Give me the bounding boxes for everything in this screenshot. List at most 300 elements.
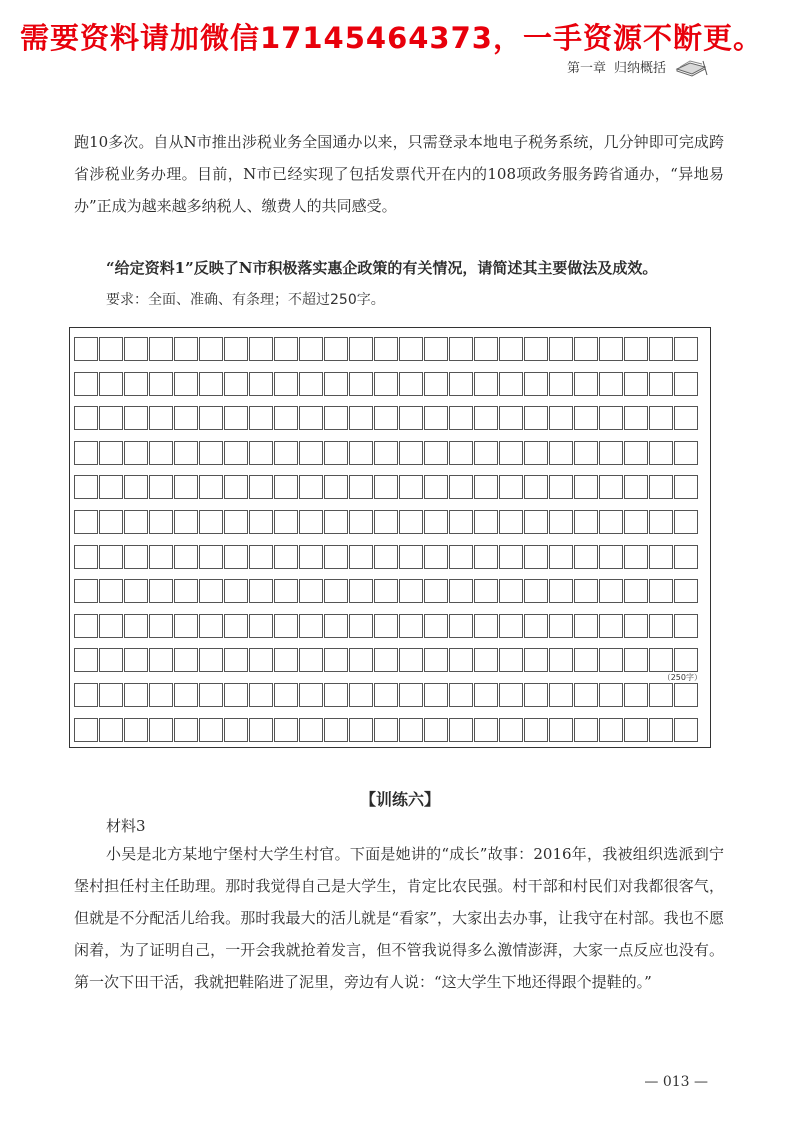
- grid-cell[interactable]: [174, 475, 198, 499]
- grid-cell[interactable]: [124, 441, 148, 465]
- grid-cell[interactable]: [399, 337, 423, 361]
- grid-cell[interactable]: [599, 406, 623, 430]
- grid-cell[interactable]: [374, 475, 398, 499]
- grid-cell[interactable]: [199, 718, 223, 742]
- grid-cell[interactable]: [174, 406, 198, 430]
- grid-cell[interactable]: [149, 545, 173, 569]
- grid-cell[interactable]: [374, 510, 398, 534]
- grid-cell[interactable]: [174, 614, 198, 638]
- grid-cell[interactable]: [424, 718, 448, 742]
- grid-cell[interactable]: [574, 648, 598, 672]
- grid-cell[interactable]: [599, 337, 623, 361]
- grid-cell[interactable]: [399, 579, 423, 603]
- grid-cell[interactable]: [274, 683, 298, 707]
- grid-cell[interactable]: [549, 510, 573, 534]
- grid-cell[interactable]: [449, 683, 473, 707]
- grid-cell[interactable]: [499, 718, 523, 742]
- grid-cell[interactable]: [274, 545, 298, 569]
- grid-cell[interactable]: [74, 406, 98, 430]
- grid-cell[interactable]: [124, 683, 148, 707]
- grid-cell[interactable]: [624, 372, 648, 396]
- grid-cell[interactable]: [199, 337, 223, 361]
- grid-cell[interactable]: [99, 683, 123, 707]
- grid-cell[interactable]: [624, 579, 648, 603]
- grid-cell[interactable]: [524, 648, 548, 672]
- grid-cell[interactable]: [624, 718, 648, 742]
- grid-cell[interactable]: [649, 510, 673, 534]
- grid-cell[interactable]: [349, 648, 373, 672]
- grid-cell[interactable]: [124, 510, 148, 534]
- grid-cell[interactable]: [574, 441, 598, 465]
- grid-cell[interactable]: [499, 372, 523, 396]
- grid-cell[interactable]: [199, 614, 223, 638]
- grid-cell[interactable]: [549, 545, 573, 569]
- grid-cell[interactable]: [299, 510, 323, 534]
- grid-cell[interactable]: [249, 441, 273, 465]
- grid-cell[interactable]: [549, 372, 573, 396]
- grid-cell[interactable]: [149, 441, 173, 465]
- grid-cell[interactable]: [649, 614, 673, 638]
- grid-cell[interactable]: [299, 718, 323, 742]
- grid-cell[interactable]: [99, 337, 123, 361]
- grid-cell[interactable]: [474, 510, 498, 534]
- grid-cell[interactable]: [649, 648, 673, 672]
- grid-cell[interactable]: [399, 510, 423, 534]
- grid-cell[interactable]: [224, 545, 248, 569]
- grid-cell[interactable]: [74, 337, 98, 361]
- grid-cell[interactable]: [374, 441, 398, 465]
- grid-cell[interactable]: [649, 683, 673, 707]
- grid-cell[interactable]: [199, 372, 223, 396]
- grid-cell[interactable]: [199, 683, 223, 707]
- grid-cell[interactable]: [649, 372, 673, 396]
- grid-cell[interactable]: [274, 579, 298, 603]
- grid-cell[interactable]: [149, 683, 173, 707]
- grid-cell[interactable]: [174, 337, 198, 361]
- grid-cell[interactable]: [249, 579, 273, 603]
- grid-cell[interactable]: [224, 475, 248, 499]
- grid-cell[interactable]: [499, 614, 523, 638]
- grid-cell[interactable]: [74, 579, 98, 603]
- grid-cell[interactable]: [374, 683, 398, 707]
- grid-cell[interactable]: [124, 545, 148, 569]
- grid-cell[interactable]: [574, 614, 598, 638]
- grid-cell[interactable]: [249, 475, 273, 499]
- grid-cell[interactable]: [474, 718, 498, 742]
- grid-cell[interactable]: [649, 337, 673, 361]
- grid-cell[interactable]: [324, 475, 348, 499]
- grid-cell[interactable]: [274, 372, 298, 396]
- grid-cell[interactable]: [199, 545, 223, 569]
- grid-cell[interactable]: [424, 441, 448, 465]
- grid-cell[interactable]: [549, 683, 573, 707]
- grid-cell[interactable]: [299, 406, 323, 430]
- grid-cell[interactable]: [99, 372, 123, 396]
- grid-cell[interactable]: [149, 718, 173, 742]
- grid-cell[interactable]: [574, 545, 598, 569]
- grid-cell[interactable]: [524, 510, 548, 534]
- grid-cell[interactable]: [624, 475, 648, 499]
- grid-cell[interactable]: [174, 441, 198, 465]
- grid-cell[interactable]: [224, 718, 248, 742]
- grid-cell[interactable]: [574, 406, 598, 430]
- grid-cell[interactable]: [299, 475, 323, 499]
- grid-cell[interactable]: [349, 510, 373, 534]
- grid-cell[interactable]: [499, 579, 523, 603]
- grid-cell[interactable]: [399, 406, 423, 430]
- grid-cell[interactable]: [174, 510, 198, 534]
- grid-cell[interactable]: [449, 614, 473, 638]
- grid-cell[interactable]: [249, 372, 273, 396]
- grid-cell[interactable]: [649, 579, 673, 603]
- grid-cell[interactable]: [599, 510, 623, 534]
- grid-cell[interactable]: [224, 579, 248, 603]
- grid-cell[interactable]: [224, 648, 248, 672]
- answer-grid[interactable]: [69, 327, 711, 748]
- grid-cell[interactable]: [299, 441, 323, 465]
- grid-cell[interactable]: [499, 648, 523, 672]
- grid-cell[interactable]: [624, 545, 648, 569]
- grid-cell[interactable]: [249, 510, 273, 534]
- grid-cell[interactable]: [149, 475, 173, 499]
- grid-cell[interactable]: [449, 337, 473, 361]
- grid-cell[interactable]: [524, 545, 548, 569]
- grid-cell[interactable]: [299, 683, 323, 707]
- grid-cell[interactable]: [249, 683, 273, 707]
- grid-cell[interactable]: [199, 475, 223, 499]
- grid-cell[interactable]: [674, 718, 698, 742]
- grid-cell[interactable]: [199, 648, 223, 672]
- grid-cell[interactable]: [449, 510, 473, 534]
- grid-cell[interactable]: [574, 510, 598, 534]
- grid-cell[interactable]: [274, 475, 298, 499]
- grid-cell[interactable]: [449, 648, 473, 672]
- grid-cell[interactable]: [524, 441, 548, 465]
- grid-cell[interactable]: [324, 614, 348, 638]
- grid-cell[interactable]: [349, 337, 373, 361]
- grid-cell[interactable]: [224, 406, 248, 430]
- grid-cell[interactable]: [99, 718, 123, 742]
- grid-cell[interactable]: [449, 579, 473, 603]
- grid-cell[interactable]: [199, 406, 223, 430]
- grid-cell[interactable]: [674, 406, 698, 430]
- grid-cell[interactable]: [124, 579, 148, 603]
- grid-cell[interactable]: [349, 475, 373, 499]
- grid-cell[interactable]: [74, 510, 98, 534]
- grid-cell[interactable]: [549, 441, 573, 465]
- grid-cell[interactable]: [274, 510, 298, 534]
- grid-cell[interactable]: [349, 614, 373, 638]
- grid-cell[interactable]: [99, 406, 123, 430]
- grid-cell[interactable]: [574, 475, 598, 499]
- grid-cell[interactable]: [324, 545, 348, 569]
- grid-cell[interactable]: [599, 579, 623, 603]
- grid-cell[interactable]: [549, 475, 573, 499]
- grid-cell[interactable]: [674, 510, 698, 534]
- grid-cell[interactable]: [74, 683, 98, 707]
- grid-cell[interactable]: [249, 718, 273, 742]
- grid-cell[interactable]: [249, 614, 273, 638]
- grid-cell[interactable]: [224, 372, 248, 396]
- grid-cell[interactable]: [399, 648, 423, 672]
- grid-cell[interactable]: [549, 718, 573, 742]
- grid-cell[interactable]: [674, 337, 698, 361]
- grid-cell[interactable]: [474, 372, 498, 396]
- grid-cell[interactable]: [424, 337, 448, 361]
- grid-cell[interactable]: [99, 579, 123, 603]
- grid-cell[interactable]: [674, 579, 698, 603]
- grid-cell[interactable]: [574, 579, 598, 603]
- grid-cell[interactable]: [174, 683, 198, 707]
- grid-cell[interactable]: [149, 510, 173, 534]
- grid-cell[interactable]: [174, 372, 198, 396]
- grid-cell[interactable]: [424, 579, 448, 603]
- grid-cell[interactable]: [474, 337, 498, 361]
- grid-cell[interactable]: [524, 718, 548, 742]
- grid-cell[interactable]: [274, 337, 298, 361]
- grid-cell[interactable]: [574, 337, 598, 361]
- grid-cell[interactable]: [99, 614, 123, 638]
- grid-cell[interactable]: [649, 545, 673, 569]
- grid-cell[interactable]: [474, 579, 498, 603]
- grid-cell[interactable]: [249, 406, 273, 430]
- grid-cell[interactable]: [149, 337, 173, 361]
- grid-cell[interactable]: [99, 510, 123, 534]
- grid-cell[interactable]: [499, 683, 523, 707]
- grid-cell[interactable]: [399, 475, 423, 499]
- grid-cell[interactable]: [649, 441, 673, 465]
- grid-cell[interactable]: [224, 510, 248, 534]
- grid-cell[interactable]: [674, 441, 698, 465]
- grid-cell[interactable]: [674, 648, 698, 672]
- grid-cell[interactable]: [474, 441, 498, 465]
- grid-cell[interactable]: [274, 406, 298, 430]
- grid-cell[interactable]: [599, 648, 623, 672]
- grid-cell[interactable]: [224, 683, 248, 707]
- grid-cell[interactable]: [524, 683, 548, 707]
- grid-cell[interactable]: [424, 475, 448, 499]
- grid-cell[interactable]: [424, 406, 448, 430]
- grid-cell[interactable]: [199, 510, 223, 534]
- grid-cell[interactable]: [399, 683, 423, 707]
- grid-cell[interactable]: [574, 372, 598, 396]
- grid-cell[interactable]: [624, 510, 648, 534]
- grid-cell[interactable]: [499, 545, 523, 569]
- grid-cell[interactable]: [349, 441, 373, 465]
- grid-cell[interactable]: [374, 337, 398, 361]
- grid-cell[interactable]: [99, 475, 123, 499]
- grid-cell[interactable]: [324, 683, 348, 707]
- grid-cell[interactable]: [324, 441, 348, 465]
- grid-cell[interactable]: [124, 337, 148, 361]
- grid-cell[interactable]: [674, 372, 698, 396]
- grid-cell[interactable]: [624, 683, 648, 707]
- grid-cell[interactable]: [499, 441, 523, 465]
- grid-cell[interactable]: [299, 545, 323, 569]
- grid-cell[interactable]: [199, 441, 223, 465]
- grid-cell[interactable]: [174, 579, 198, 603]
- grid-cell[interactable]: [524, 406, 548, 430]
- grid-cell[interactable]: [149, 648, 173, 672]
- grid-cell[interactable]: [124, 475, 148, 499]
- grid-cell[interactable]: [674, 475, 698, 499]
- grid-cell[interactable]: [199, 579, 223, 603]
- grid-cell[interactable]: [449, 475, 473, 499]
- grid-cell[interactable]: [349, 406, 373, 430]
- grid-cell[interactable]: [374, 406, 398, 430]
- grid-cell[interactable]: [349, 545, 373, 569]
- grid-cell[interactable]: [574, 683, 598, 707]
- grid-cell[interactable]: [299, 614, 323, 638]
- grid-cell[interactable]: [174, 648, 198, 672]
- grid-cell[interactable]: [74, 475, 98, 499]
- grid-cell[interactable]: [474, 614, 498, 638]
- grid-cell[interactable]: [549, 648, 573, 672]
- grid-cell[interactable]: [124, 406, 148, 430]
- grid-cell[interactable]: [124, 372, 148, 396]
- grid-cell[interactable]: [399, 441, 423, 465]
- grid-cell[interactable]: [624, 337, 648, 361]
- grid-cell[interactable]: [99, 441, 123, 465]
- grid-cell[interactable]: [299, 372, 323, 396]
- grid-cell[interactable]: [524, 614, 548, 638]
- grid-cell[interactable]: [274, 441, 298, 465]
- grid-cell[interactable]: [524, 337, 548, 361]
- grid-cell[interactable]: [649, 718, 673, 742]
- grid-cell[interactable]: [324, 579, 348, 603]
- grid-cell[interactable]: [274, 614, 298, 638]
- grid-cell[interactable]: [324, 718, 348, 742]
- grid-cell[interactable]: [524, 579, 548, 603]
- grid-cell[interactable]: [674, 683, 698, 707]
- grid-cell[interactable]: [524, 475, 548, 499]
- grid-cell[interactable]: [474, 545, 498, 569]
- grid-cell[interactable]: [74, 372, 98, 396]
- grid-cell[interactable]: [599, 372, 623, 396]
- grid-cell[interactable]: [449, 441, 473, 465]
- grid-cell[interactable]: [174, 545, 198, 569]
- grid-cell[interactable]: [374, 545, 398, 569]
- grid-cell[interactable]: [149, 614, 173, 638]
- grid-cell[interactable]: [224, 441, 248, 465]
- grid-cell[interactable]: [74, 648, 98, 672]
- grid-cell[interactable]: [499, 406, 523, 430]
- grid-cell[interactable]: [149, 579, 173, 603]
- grid-cell[interactable]: [424, 614, 448, 638]
- grid-cell[interactable]: [424, 545, 448, 569]
- grid-cell[interactable]: [374, 648, 398, 672]
- grid-cell[interactable]: [399, 372, 423, 396]
- grid-cell[interactable]: [299, 579, 323, 603]
- grid-cell[interactable]: [124, 614, 148, 638]
- grid-cell[interactable]: [174, 718, 198, 742]
- grid-cell[interactable]: [74, 441, 98, 465]
- grid-cell[interactable]: [599, 718, 623, 742]
- grid-cell[interactable]: [324, 648, 348, 672]
- grid-cell[interactable]: [549, 406, 573, 430]
- grid-cell[interactable]: [649, 406, 673, 430]
- grid-cell[interactable]: [449, 372, 473, 396]
- grid-cell[interactable]: [349, 579, 373, 603]
- grid-cell[interactable]: [599, 441, 623, 465]
- grid-cell[interactable]: [74, 545, 98, 569]
- grid-cell[interactable]: [599, 475, 623, 499]
- grid-cell[interactable]: [474, 683, 498, 707]
- grid-cell[interactable]: [249, 545, 273, 569]
- grid-cell[interactable]: [249, 337, 273, 361]
- grid-cell[interactable]: [549, 614, 573, 638]
- grid-cell[interactable]: [324, 337, 348, 361]
- grid-cell[interactable]: [274, 718, 298, 742]
- grid-cell[interactable]: [624, 406, 648, 430]
- grid-cell[interactable]: [349, 718, 373, 742]
- grid-cell[interactable]: [424, 648, 448, 672]
- grid-cell[interactable]: [599, 545, 623, 569]
- grid-cell[interactable]: [449, 545, 473, 569]
- grid-cell[interactable]: [449, 406, 473, 430]
- grid-cell[interactable]: [99, 648, 123, 672]
- grid-cell[interactable]: [224, 614, 248, 638]
- grid-cell[interactable]: [374, 372, 398, 396]
- grid-cell[interactable]: [624, 441, 648, 465]
- grid-cell[interactable]: [224, 337, 248, 361]
- grid-cell[interactable]: [299, 337, 323, 361]
- grid-cell[interactable]: [249, 648, 273, 672]
- grid-cell[interactable]: [599, 614, 623, 638]
- grid-cell[interactable]: [674, 614, 698, 638]
- grid-cell[interactable]: [299, 648, 323, 672]
- grid-cell[interactable]: [499, 475, 523, 499]
- grid-cell[interactable]: [349, 372, 373, 396]
- grid-cell[interactable]: [474, 475, 498, 499]
- grid-cell[interactable]: [424, 372, 448, 396]
- grid-cell[interactable]: [624, 648, 648, 672]
- grid-cell[interactable]: [324, 372, 348, 396]
- grid-cell[interactable]: [399, 614, 423, 638]
- grid-cell[interactable]: [399, 545, 423, 569]
- grid-cell[interactable]: [149, 406, 173, 430]
- grid-cell[interactable]: [74, 718, 98, 742]
- grid-cell[interactable]: [474, 648, 498, 672]
- grid-cell[interactable]: [374, 579, 398, 603]
- grid-cell[interactable]: [499, 337, 523, 361]
- grid-cell[interactable]: [324, 510, 348, 534]
- grid-cell[interactable]: [499, 510, 523, 534]
- grid-cell[interactable]: [549, 579, 573, 603]
- grid-cell[interactable]: [324, 406, 348, 430]
- grid-cell[interactable]: [524, 372, 548, 396]
- grid-cell[interactable]: [574, 718, 598, 742]
- grid-cell[interactable]: [124, 648, 148, 672]
- grid-cell[interactable]: [549, 337, 573, 361]
- grid-cell[interactable]: [349, 683, 373, 707]
- grid-cell[interactable]: [649, 475, 673, 499]
- grid-cell[interactable]: [399, 718, 423, 742]
- grid-cell[interactable]: [274, 648, 298, 672]
- grid-cell[interactable]: [449, 718, 473, 742]
- grid-cell[interactable]: [474, 406, 498, 430]
- grid-cell[interactable]: [599, 683, 623, 707]
- grid-cell[interactable]: [374, 614, 398, 638]
- grid-cell[interactable]: [124, 718, 148, 742]
- grid-cell[interactable]: [149, 372, 173, 396]
- grid-cell[interactable]: [99, 545, 123, 569]
- grid-cell[interactable]: [624, 614, 648, 638]
- grid-cell[interactable]: [424, 510, 448, 534]
- grid-cell[interactable]: [74, 614, 98, 638]
- grid-cell[interactable]: [374, 718, 398, 742]
- grid-cell[interactable]: [674, 545, 698, 569]
